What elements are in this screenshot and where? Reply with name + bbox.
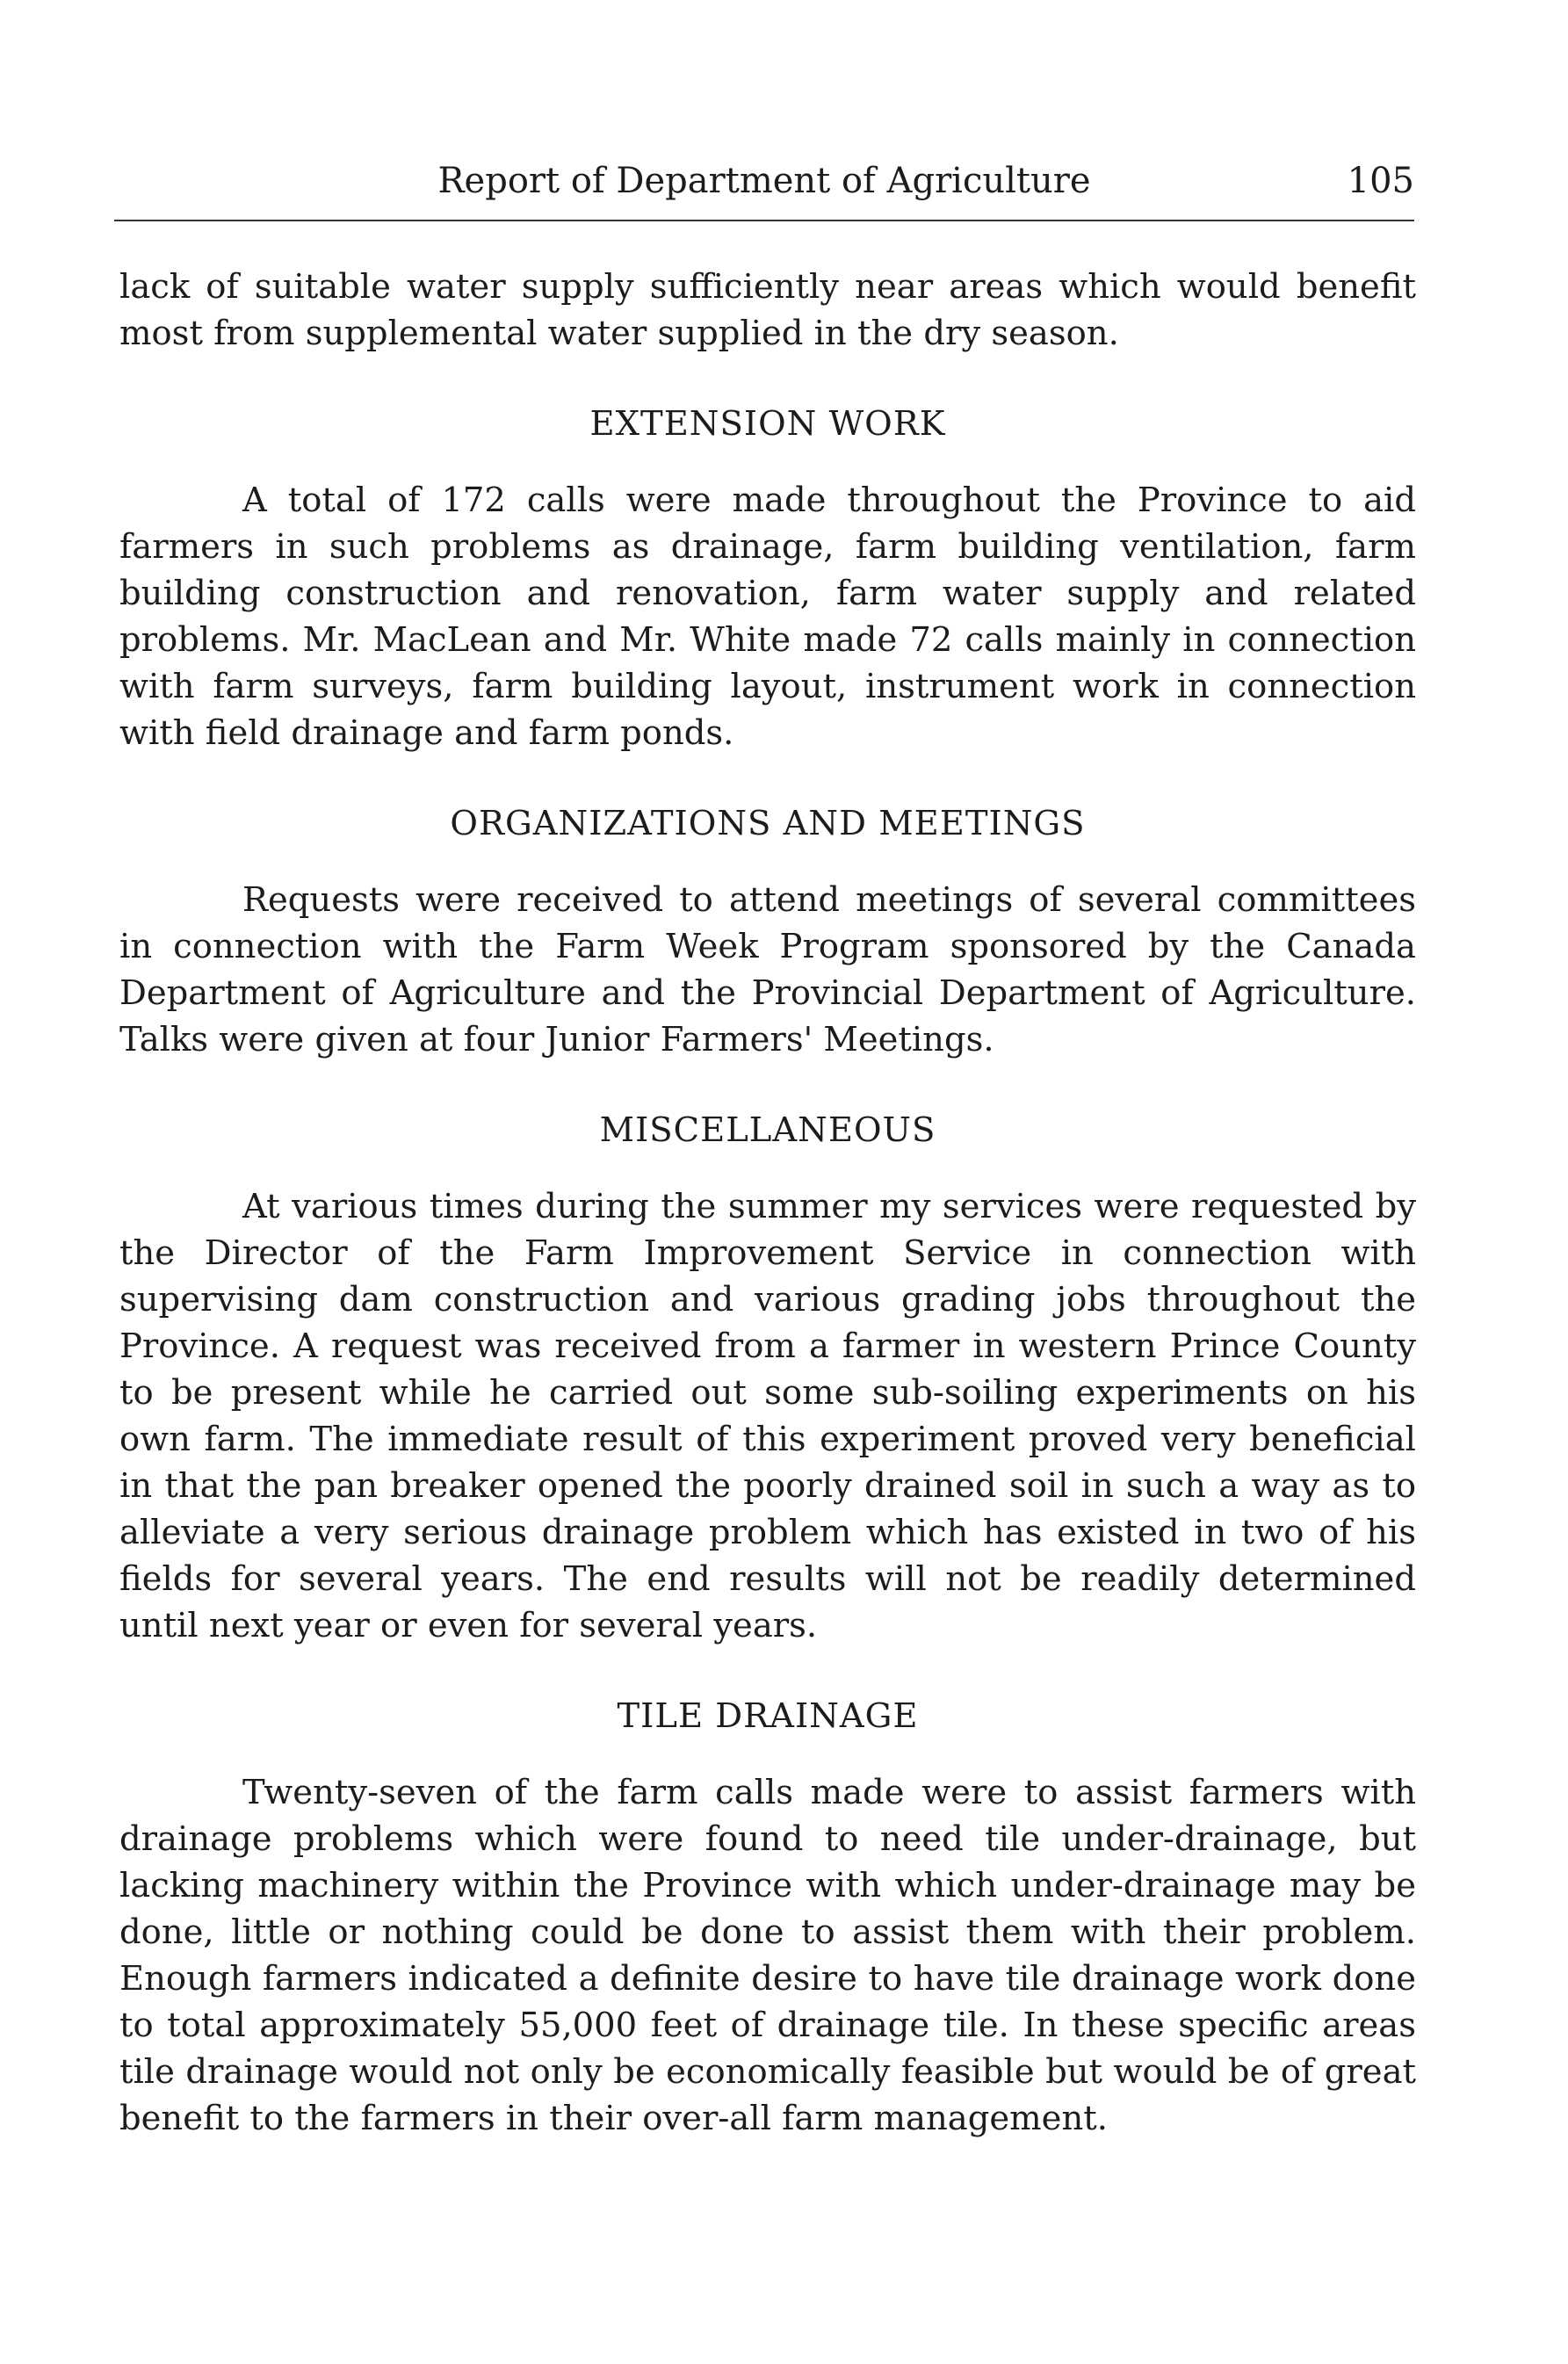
section-paragraph-extension-work: A total of 172 calls were made throughout the Province to aid farmers in such problems as drainage, farm building ventilation, farm building construction and renovation, farm water supply and related problems. Mr. MacLean and Mr. White made 72 calls mainly in connection with farm surveys, farm building layout, instrument work in connection with field drainage and farm ponds.: [119, 481, 1416, 753]
section-heading-tile-drainage: TILE DRAINAGE: [617, 1696, 919, 1736]
page-header: [114, 156, 1414, 206]
header-rule: [114, 220, 1414, 221]
section-heading-miscellaneous: MISCELLANEOUS: [599, 1110, 936, 1150]
section-heading-organizations-and-meetings: ORGANIZATIONS AND MEETINGS: [450, 804, 1086, 843]
section-paragraph-tile-drainage: Twenty-seven of the farm calls made were to assist farmers with drainage problems which were found to need tile under-drainage, but lacking machinery within the Province with which under-drainage may be done, little or nothing could be done to assist them with their problem. Enough farmers indicated a definite desire to have tile drainage work done to total approximately 55,000 feet of drainage tile. In these specific areas tile drainage would not only be economically feasible but would be of great benefit to the farmers in their over-all farm management.: [119, 1773, 1416, 2138]
page-body: [119, 264, 1416, 2142]
section-heading-extension-work: EXTENSION WORK: [589, 404, 946, 444]
section-paragraph-organizations-and-meetings: Requests were received to attend meetings of several committees in connection with the Farm Week Program sponsored by the Canada Department of Agriculture and the Provincial Department of Agriculture. Talks were given at four Junior Farmers' Meetings.: [119, 880, 1416, 1059]
page-number: 105: [1347, 161, 1414, 201]
section-paragraph-miscellaneous: At various times during the summer my services were requested by the Director of the Farm Improvement Service in connection with supervising dam construction and various grading jobs throughout the Province. A request was received from a farmer in western Prince County to be present while he carried out some sub-soiling experiments on his own farm. The immediate result of this experiment proved very beneficial in that the pan breaker opened the poorly drained soil in such a way as to alleviate a very serious drainage problem which has existed in two of his fields for several years. The end results will not be readily determined until next year or even for several years.: [119, 1187, 1416, 1645]
running-title: Report of Department of Agriculture: [437, 161, 1091, 201]
intro-paragraph: lack of suitable water supply sufficiently near areas which would benefit most from supplemental water supplied in the dry season.: [119, 267, 1416, 353]
